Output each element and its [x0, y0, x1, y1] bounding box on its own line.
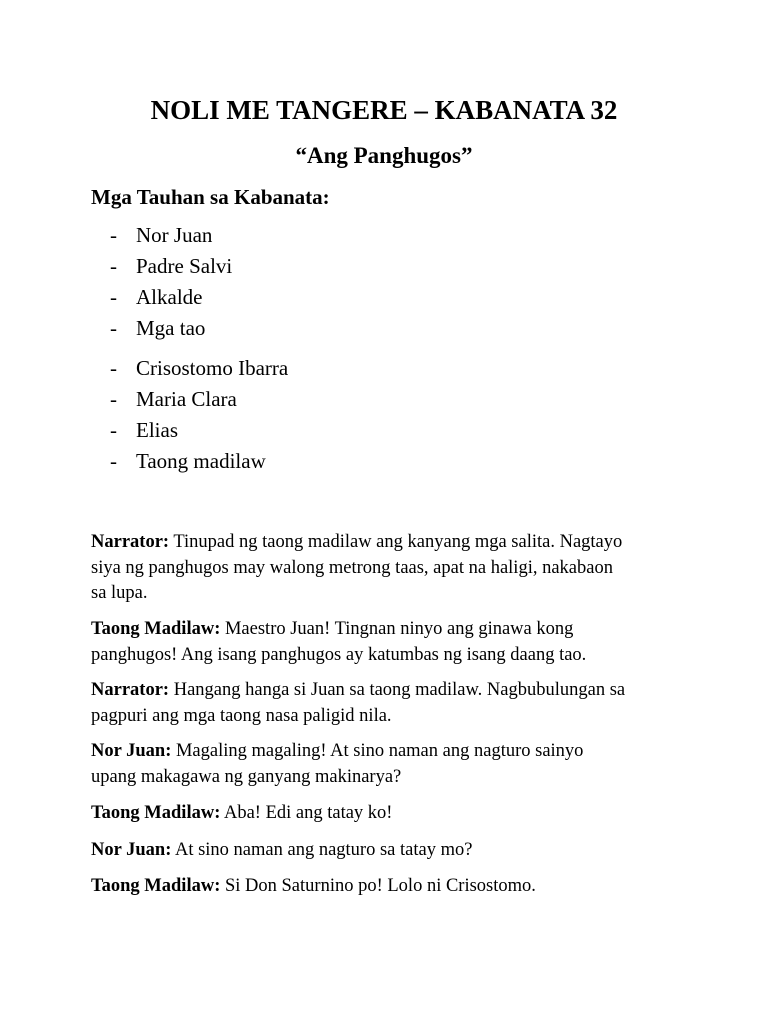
- character-name: Taong madilaw: [136, 449, 266, 473]
- speaker-label: Taong Madilaw:: [91, 619, 221, 639]
- character-item: [110, 447, 266, 475]
- speaker-label: Taong Madilaw:: [91, 803, 221, 823]
- dialogue-paragraph: [91, 530, 691, 607]
- page-subtitle: “Ang Panghugos”: [295, 143, 473, 168]
- dialogue-line: panghugos! Ang isang panghugos ay katumbas ng isang daang tao.: [91, 644, 587, 665]
- character-item: [110, 252, 232, 280]
- list-dash: -: [110, 387, 117, 411]
- dialogue-line: sa lupa.: [91, 583, 148, 603]
- dialogue-paragraph: [91, 617, 691, 668]
- page-title: NOLI ME TANGERE – KABANATA 32: [150, 95, 618, 125]
- list-dash: -: [110, 356, 117, 380]
- dialogue-line: Hangang hanga si Juan sa taong madilaw. Nagbubulungan sa: [173, 680, 626, 700]
- speaker-label: Narrator:: [91, 532, 170, 552]
- dialogue-line: Aba! Edi ang tatay ko!: [223, 803, 393, 823]
- character-name: Maria Clara: [136, 387, 237, 411]
- character-name: Padre Salvi: [136, 254, 233, 278]
- dialogue-paragraph: [91, 838, 691, 864]
- list-dash: -: [110, 418, 117, 442]
- character-item: [110, 314, 205, 342]
- dialogue-line: pagpuri ang mga taong nasa paligid nila.: [91, 705, 392, 726]
- list-dash: -: [110, 316, 117, 340]
- speaker-label: Taong Madilaw:: [91, 876, 221, 896]
- dialogue-line: Tinupad ng taong madilaw ang kanyang mga salita. Nagtayo: [173, 532, 623, 552]
- list-dash: -: [110, 449, 117, 473]
- dialogue-paragraph: [91, 678, 691, 729]
- dialogue-paragraph: [91, 874, 691, 900]
- character-name: Elias: [136, 418, 178, 442]
- dialogue-line: Magaling magaling! At sino naman ang nagturo sainyo: [175, 741, 584, 761]
- speaker-label: Narrator:: [91, 680, 170, 700]
- character-name: Nor Juan: [136, 223, 213, 247]
- dialogue-line: Si Don Saturnino po! Lolo ni Crisostomo.: [224, 876, 536, 896]
- dialogue-paragraph: [91, 801, 691, 827]
- dialogue-line: At sino naman ang nagturo sa tatay mo?: [174, 840, 473, 860]
- list-dash: -: [110, 285, 117, 309]
- character-name: Alkalde: [136, 285, 203, 309]
- character-name: Crisostomo Ibarra: [136, 356, 289, 380]
- character-item: [110, 354, 288, 382]
- dialogue-line: Maestro Juan! Tingnan ninyo ang ginawa kong: [224, 619, 574, 639]
- character-item: [110, 221, 212, 249]
- dialogue-line: upang makagawa ng ganyang makinarya?: [91, 766, 402, 787]
- dialogue-line: siya ng panghugos may walong metrong taas, apat na haligi, nakabaon: [91, 557, 613, 578]
- characters-heading: Mga Tauhan sa Kabanata:: [91, 185, 330, 209]
- list-dash: -: [110, 223, 117, 247]
- dialogue-paragraph: [91, 739, 691, 790]
- list-dash: -: [110, 254, 117, 278]
- character-item: [110, 416, 178, 444]
- speaker-label: Nor Juan:: [91, 741, 172, 761]
- character-name: Mga tao: [136, 316, 206, 340]
- character-item: [110, 283, 202, 311]
- character-item: [110, 385, 237, 413]
- speaker-label: Nor Juan:: [91, 840, 172, 860]
